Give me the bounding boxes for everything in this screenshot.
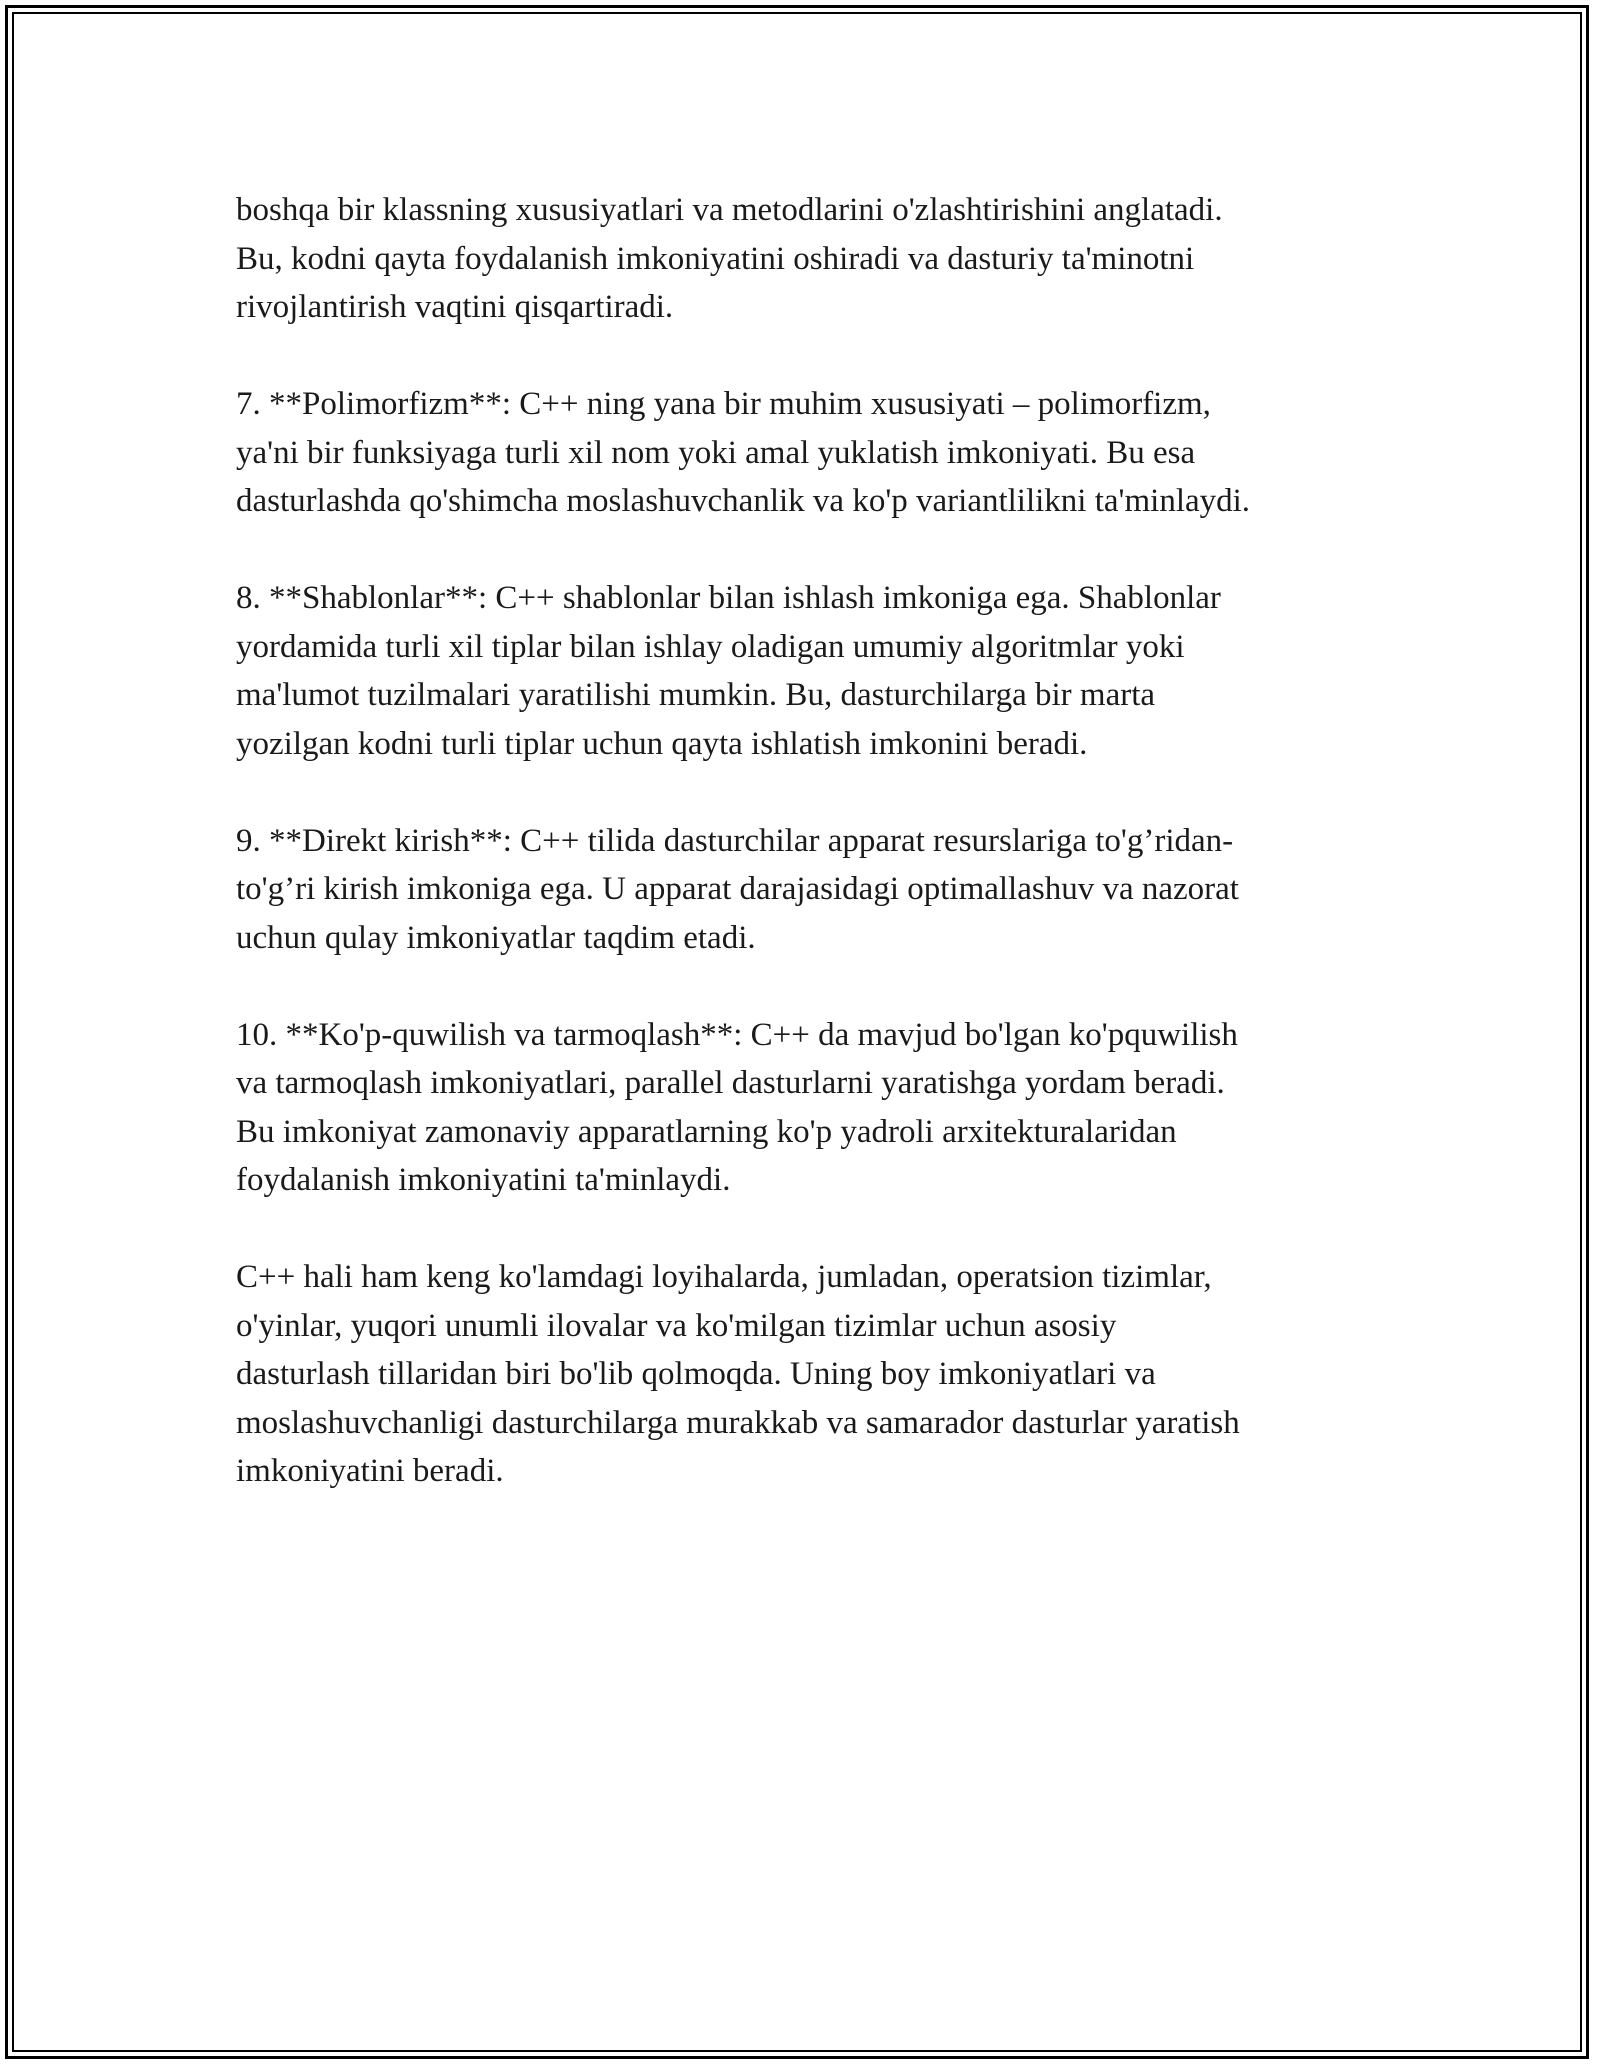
document-body — [236, 186, 1396, 1544]
paragraph-direct-access: 9. **Direkt kirish**: C++ tilida dasturchilar apparat resurslariga to'g’ridan- to'g’ri kirish imkoniga ega. U apparat darajasidagi optimallashuv va nazorat uchun qulay imkoniyatlar taqdim etadi. — [236, 822, 1239, 956]
paragraph-polymorphism: 7. **Polimorfizm**: C++ ning yana bir muhim xususiyati – polimorfizm, ya'ni bir funksiyaga turli xil nom yoki amal yuklatish imkoniyati. Bu esa dasturlashda qo'shimcha moslashuvchanlik va ko'p variantlilikni ta'minlaydi. — [236, 386, 1251, 519]
paragraph-conclusion: C++ hali ham keng ko'lamdagi loyihalarda, jumladan, operatsion tizimlar, o'yinlar, yuqori unumli ilovalar va ko'milgan tizimlar uchun asosiy dasturlash tillaridan biri bo'lib qolmoqda. Uning boy imkoniyatlari va moslashuvchanligi dasturchilarga murakkab va samarador dasturlar yaratish imkoniyatini beradi. — [236, 1259, 1240, 1489]
paragraph-multithreading: 10. **Ko'p-quwilish va tarmoqlash**: C++ da mavjud bo'lgan ko'pquwilish va tarmoqlash imkoniyatlari, parallel dasturlarni yaratishga yordam beradi. Bu imkoniyat zamonaviy apparatlarning ko'p yadroli arxitekturalaridan foydalanish imkoniyatini ta'minlaydi. — [236, 1016, 1238, 1198]
paragraph-templates: 8. **Shablonlar**: C++ shablonlar bilan ishlash imkoniga ega. Shablonlar yordamida turli xil tiplar bilan ishlay oladigan umumiy algoritmlar yoki ma'lumot tuzilmalari yaratilishi mumkin. Bu, dasturchilarga bir marta yozilgan kodni turli tiplar uchun qayta ishlatish imkonini beradi. — [236, 580, 1221, 762]
paragraph-inheritance-continuation: boshqa bir klassning xususiyatlari va metodlarini o'zlashtirishini anglatadi. Bu, kodni qayta foydalanish imkoniyatini oshiradi va dasturiy ta'minotni rivojlantirish vaqtini qisqartiradi. — [236, 192, 1223, 325]
